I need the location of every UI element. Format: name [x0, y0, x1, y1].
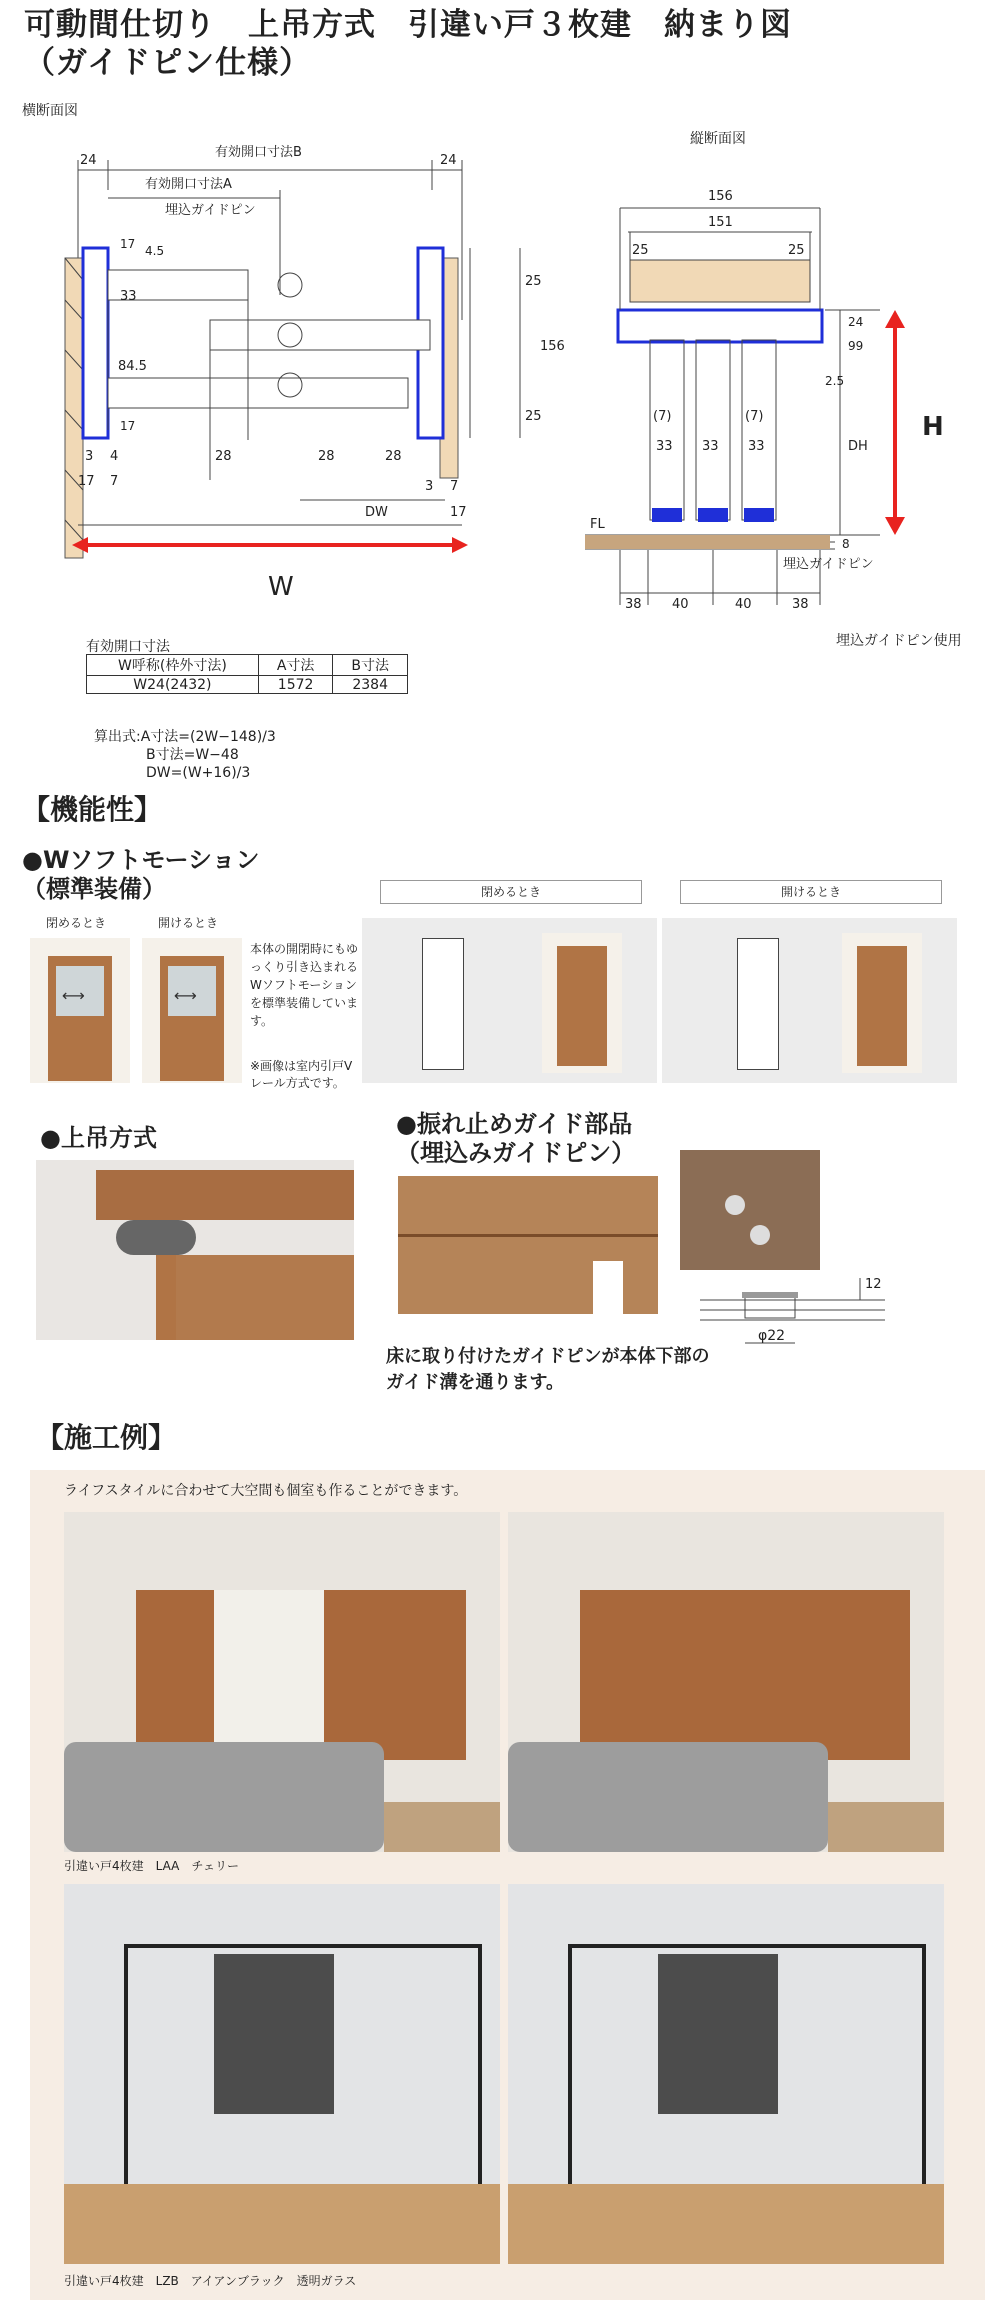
example-caption-1: 引違い戸4枚建 LAA チェリー — [64, 1859, 239, 1873]
pin-dim-12: 12 — [865, 1277, 882, 1292]
close-box-label: 閉めるとき — [380, 880, 642, 904]
v-dim-99: 99 — [848, 339, 864, 353]
example-photo-4 — [508, 1884, 944, 2264]
close-illustration — [362, 918, 657, 1083]
fl-label: FL — [590, 517, 605, 532]
dim-24a: 24 — [80, 153, 97, 168]
guide-caption-1: 床に取り付けたガイドピンが本体下部の — [386, 1346, 710, 1367]
table-caption: 有効開口寸法 — [86, 639, 170, 655]
v-dim-24: 24 — [848, 315, 864, 329]
v-dim-33c: 33 — [748, 439, 765, 454]
title-line2: （ガイドピン仕様） — [24, 45, 312, 81]
formula-line: B寸法=W−48 — [146, 747, 239, 763]
table-cell: 2384 — [333, 676, 408, 694]
dim-4-5: 4.5 — [145, 244, 165, 258]
v-dim-dh: DH — [848, 439, 868, 454]
dim-eff-b: 有効開口寸法B — [215, 145, 302, 160]
guide-groove-image — [398, 1176, 658, 1314]
guide-pin-drawing — [690, 1258, 990, 1353]
features-heading: 【機能性】 — [22, 793, 163, 826]
examples-intro: ライフスタイルに合わせて大空間も個室も作ることができます。 — [64, 1483, 468, 1499]
soft-motion-desc: 本体の開閉時にもゆっくり引き込まれるWソフトモーションを標準装備しています。 — [250, 942, 359, 1028]
table-header: B寸法 — [333, 655, 408, 676]
title-line1: 可動間仕切り 上吊方式 引違い戸３枚建 納まり図 — [24, 7, 792, 43]
table-cell: W24(2432) — [87, 676, 259, 694]
vertical-section-label: 縦断面図 — [690, 131, 746, 147]
v-dim-151: 151 — [708, 215, 733, 230]
table-header: A寸法 — [258, 655, 333, 676]
door-close-image: ⟷ — [30, 938, 130, 1083]
door-open-image: ⟷ — [142, 938, 242, 1083]
soft-title-2: （標準装備） — [22, 875, 166, 903]
v-dim-h: H — [922, 412, 944, 442]
example-photo-1 — [64, 1512, 500, 1852]
v-dim-156: 156 — [708, 189, 733, 204]
dim-4: 4 — [110, 449, 119, 464]
v-dim-38a: 38 — [625, 597, 642, 612]
soft-motion-title — [22, 846, 260, 904]
examples-heading: 【施工例】 — [36, 1421, 177, 1454]
table-header: W呼称(枠外寸法) — [87, 655, 259, 676]
dim-7b: 7 — [450, 479, 459, 494]
dim-84-5: 84.5 — [118, 359, 147, 374]
cross-section-label: 横断面図 — [22, 103, 78, 119]
formula — [94, 728, 276, 782]
v-dim-33a: 33 — [656, 439, 673, 454]
dim-33: 33 — [120, 289, 137, 304]
dim-17b: 17 — [120, 419, 136, 433]
dim-eff-a: 有効開口寸法A — [145, 177, 232, 192]
opening-table — [86, 654, 408, 694]
dim-3a: 3 — [85, 449, 94, 464]
dim-w: W — [268, 572, 294, 602]
dim-25b: 25 — [525, 409, 542, 424]
v-dim-2-5: 2.5 — [825, 374, 845, 388]
dim-156: 156 — [540, 339, 565, 354]
v-dim-40b: 40 — [735, 597, 752, 612]
example-photo-3 — [64, 1884, 500, 2264]
dim-17a: 17 — [120, 237, 136, 251]
dim-7a: 7 — [110, 474, 119, 489]
formula-line: DW=(W+16)/3 — [146, 765, 251, 781]
hang-image — [36, 1160, 354, 1340]
hang-title: ●上吊方式 — [40, 1124, 157, 1152]
page-title — [24, 6, 792, 82]
v-dim-25a: 25 — [632, 243, 649, 258]
table-row — [87, 676, 408, 694]
pin-dim-22: φ22 — [758, 1328, 786, 1344]
pin-label: 埋込ガイドピン — [165, 203, 256, 218]
example-photo-2 — [508, 1512, 944, 1852]
dim-25a: 25 — [525, 274, 542, 289]
soft-motion-note: ※画像は室内引戸Vレール方式です。 — [250, 1059, 353, 1090]
soft-title-1: ●Wソフトモーション — [22, 846, 260, 874]
v-dim-7b: (7) — [745, 409, 764, 424]
v-dim-33b: 33 — [702, 439, 719, 454]
guide-caption — [386, 1344, 709, 1396]
formula-line: 算出式:A寸法=(2W−148)/3 — [94, 729, 276, 745]
dim-dw: DW — [365, 505, 388, 520]
table-cell: 1572 — [258, 676, 333, 694]
guide-title-1: ●振れ止めガイド部品 — [396, 1110, 633, 1138]
v-pin-label: 埋込ガイドピン — [783, 557, 874, 572]
guide-title — [396, 1110, 635, 1168]
open-illustration — [662, 918, 957, 1083]
cross-section-drawing — [0, 120, 565, 620]
v-dim-40a: 40 — [672, 597, 689, 612]
guide-caption-2: ガイド溝を通ります。 — [386, 1372, 565, 1393]
dim-17d: 17 — [450, 505, 467, 520]
v-dim-8: 8 — [842, 537, 850, 551]
v-dim-25b: 25 — [788, 243, 805, 258]
pin-usage-note: 埋込ガイドピン使用 — [836, 633, 962, 649]
v-dim-38b: 38 — [792, 597, 809, 612]
guide-pin-image — [680, 1150, 820, 1270]
close-label: 閉めるとき — [46, 916, 107, 930]
open-label: 開けるとき — [158, 916, 219, 930]
example-caption-2: 引違い戸4枚建 LZB アイアンブラック 透明ガラス — [64, 2274, 357, 2288]
v-dim-7a: (7) — [653, 409, 672, 424]
dim-3b: 3 — [425, 479, 434, 494]
vertical-section-drawing — [580, 150, 1000, 620]
dim-28c: 28 — [385, 449, 402, 464]
open-box-label: 開けるとき — [680, 880, 942, 904]
table-header-row — [87, 655, 408, 676]
dim-24b: 24 — [440, 153, 457, 168]
guide-title-2: （埋込みガイドピン） — [396, 1139, 636, 1167]
dim-17c: 17 — [78, 474, 95, 489]
dim-28b: 28 — [318, 449, 335, 464]
dim-28a: 28 — [215, 449, 232, 464]
